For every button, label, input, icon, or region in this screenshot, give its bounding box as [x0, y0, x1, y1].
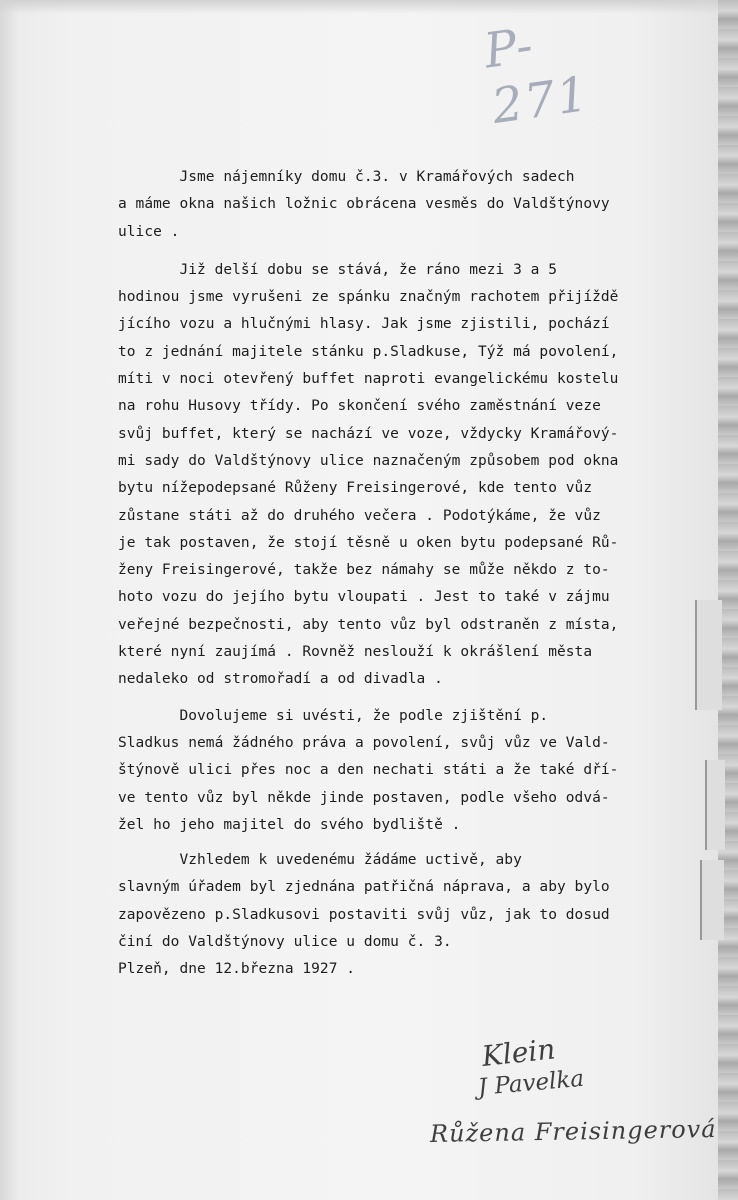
paragraph-line: ulice . — [118, 223, 180, 240]
paper-left-shadow — [0, 0, 18, 1200]
torn-edge-3 — [700, 860, 724, 940]
paragraph-3 — [118, 703, 688, 839]
paragraph-line: Dovolujeme si uvésti, že podle zjištění p. — [118, 707, 549, 724]
paragraph-line: Sladkus nemá žádného práva a povolení, svůj vůz ve Vald- — [118, 734, 610, 751]
paragraph-line: je tak postaven, že stojí těsně u oken bytu podepsané Rů- — [118, 534, 619, 551]
paragraph-line: hoto vozu do jejího bytu vloupati . Jest to také v zájmu — [118, 589, 610, 606]
torn-edge-2 — [705, 760, 725, 850]
signature-1: Klein — [480, 1032, 557, 1073]
paragraph-line: zůstane státi až do druhého večera . Podotýkáme, že vůz — [118, 507, 601, 524]
paragraph-line: Jsme nájemníky domu č.3. v Kramářových sadech — [118, 169, 575, 185]
paragraph-line: ve tento vůz byl někde jinde postaven, podle všeho odvá- — [118, 789, 610, 806]
paragraph-line: jícího vozu a hlučnými hlasy. Jak jsme zjistili, pochází — [118, 316, 610, 333]
paragraph-line: Vzhledem k uvedenému žádáme uctivě, aby — [118, 852, 522, 869]
paragraph-line: štýnově ulici přes noc a den nechati státi a že také dří- — [118, 762, 619, 779]
paragraph-line: hodinou jsme vyrušeni ze spánku značným rachotem přijíždě — [118, 289, 619, 306]
paragraph-line: mi sady do Valdštýnovy ulice naznačeným způsobem pod okna — [118, 452, 619, 469]
paragraph-line: zapovězeno p.Sladkusovi postaviti svůj vůz, jak to dosud — [118, 906, 610, 923]
paragraph-line: bytu nížepodepsané Růženy Freisingerové, kde tento vůz — [118, 480, 593, 497]
paragraph-line: nedaleko od stromořadí a od divadla . — [118, 671, 443, 688]
place-and-date: Plzeň, dne 12.března 1927 . — [118, 961, 356, 978]
signature-3: Růžena Freisingerová — [429, 1115, 717, 1148]
paragraph-line: svůj buffet, který se nachází ve voze, vždycky Kramářový- — [118, 425, 619, 442]
paragraph-line: veřejné bezpečnosti, aby tento vůz byl odstraněn z místa, — [118, 616, 619, 633]
torn-edge-1 — [695, 600, 722, 710]
paragraph-line: to z jednání majitele stánku p.Sladkuse, Týž má povolení, — [118, 343, 619, 360]
paragraph-2 — [118, 257, 688, 694]
paragraph-line: Již delší dobu se stává, že ráno mezi 3 a 5 — [118, 261, 557, 278]
signature-2: J Pavelka — [476, 1065, 586, 1101]
paragraph-1 — [118, 164, 688, 246]
archive-stamp-number: P-271 — [480, 17, 594, 135]
paragraph-line: žel ho jeho majitel do svého bydliště . — [118, 816, 461, 833]
paragraph-line: a máme okna našich ložnic obrácena vesměs do Valdštýnovy — [118, 196, 610, 213]
paragraph-line: které nyní zaujímá . Rovněž neslouží k okrášlení města — [118, 644, 593, 661]
paragraph-line: činí do Valdštýnovy ulice u domu č. 3. — [118, 934, 452, 951]
paragraph-4 — [118, 847, 688, 956]
paragraph-line: slavným úřadem byl zjednána patřičná náprava, a aby bylo — [118, 879, 610, 896]
signature-block — [430, 1028, 730, 1178]
paper-top-shadow — [0, 0, 738, 14]
letter-body — [118, 164, 688, 984]
paragraph-line: na rohu Husovy třídy. Po skončení svého zaměstnání veze — [118, 398, 601, 415]
paragraph-line: míti v noci otevřený buffet naproti evangelickému kostelu — [118, 371, 619, 388]
paragraph-line: ženy Freisingerové, takže bez námahy se může někdo z to- — [118, 562, 610, 579]
